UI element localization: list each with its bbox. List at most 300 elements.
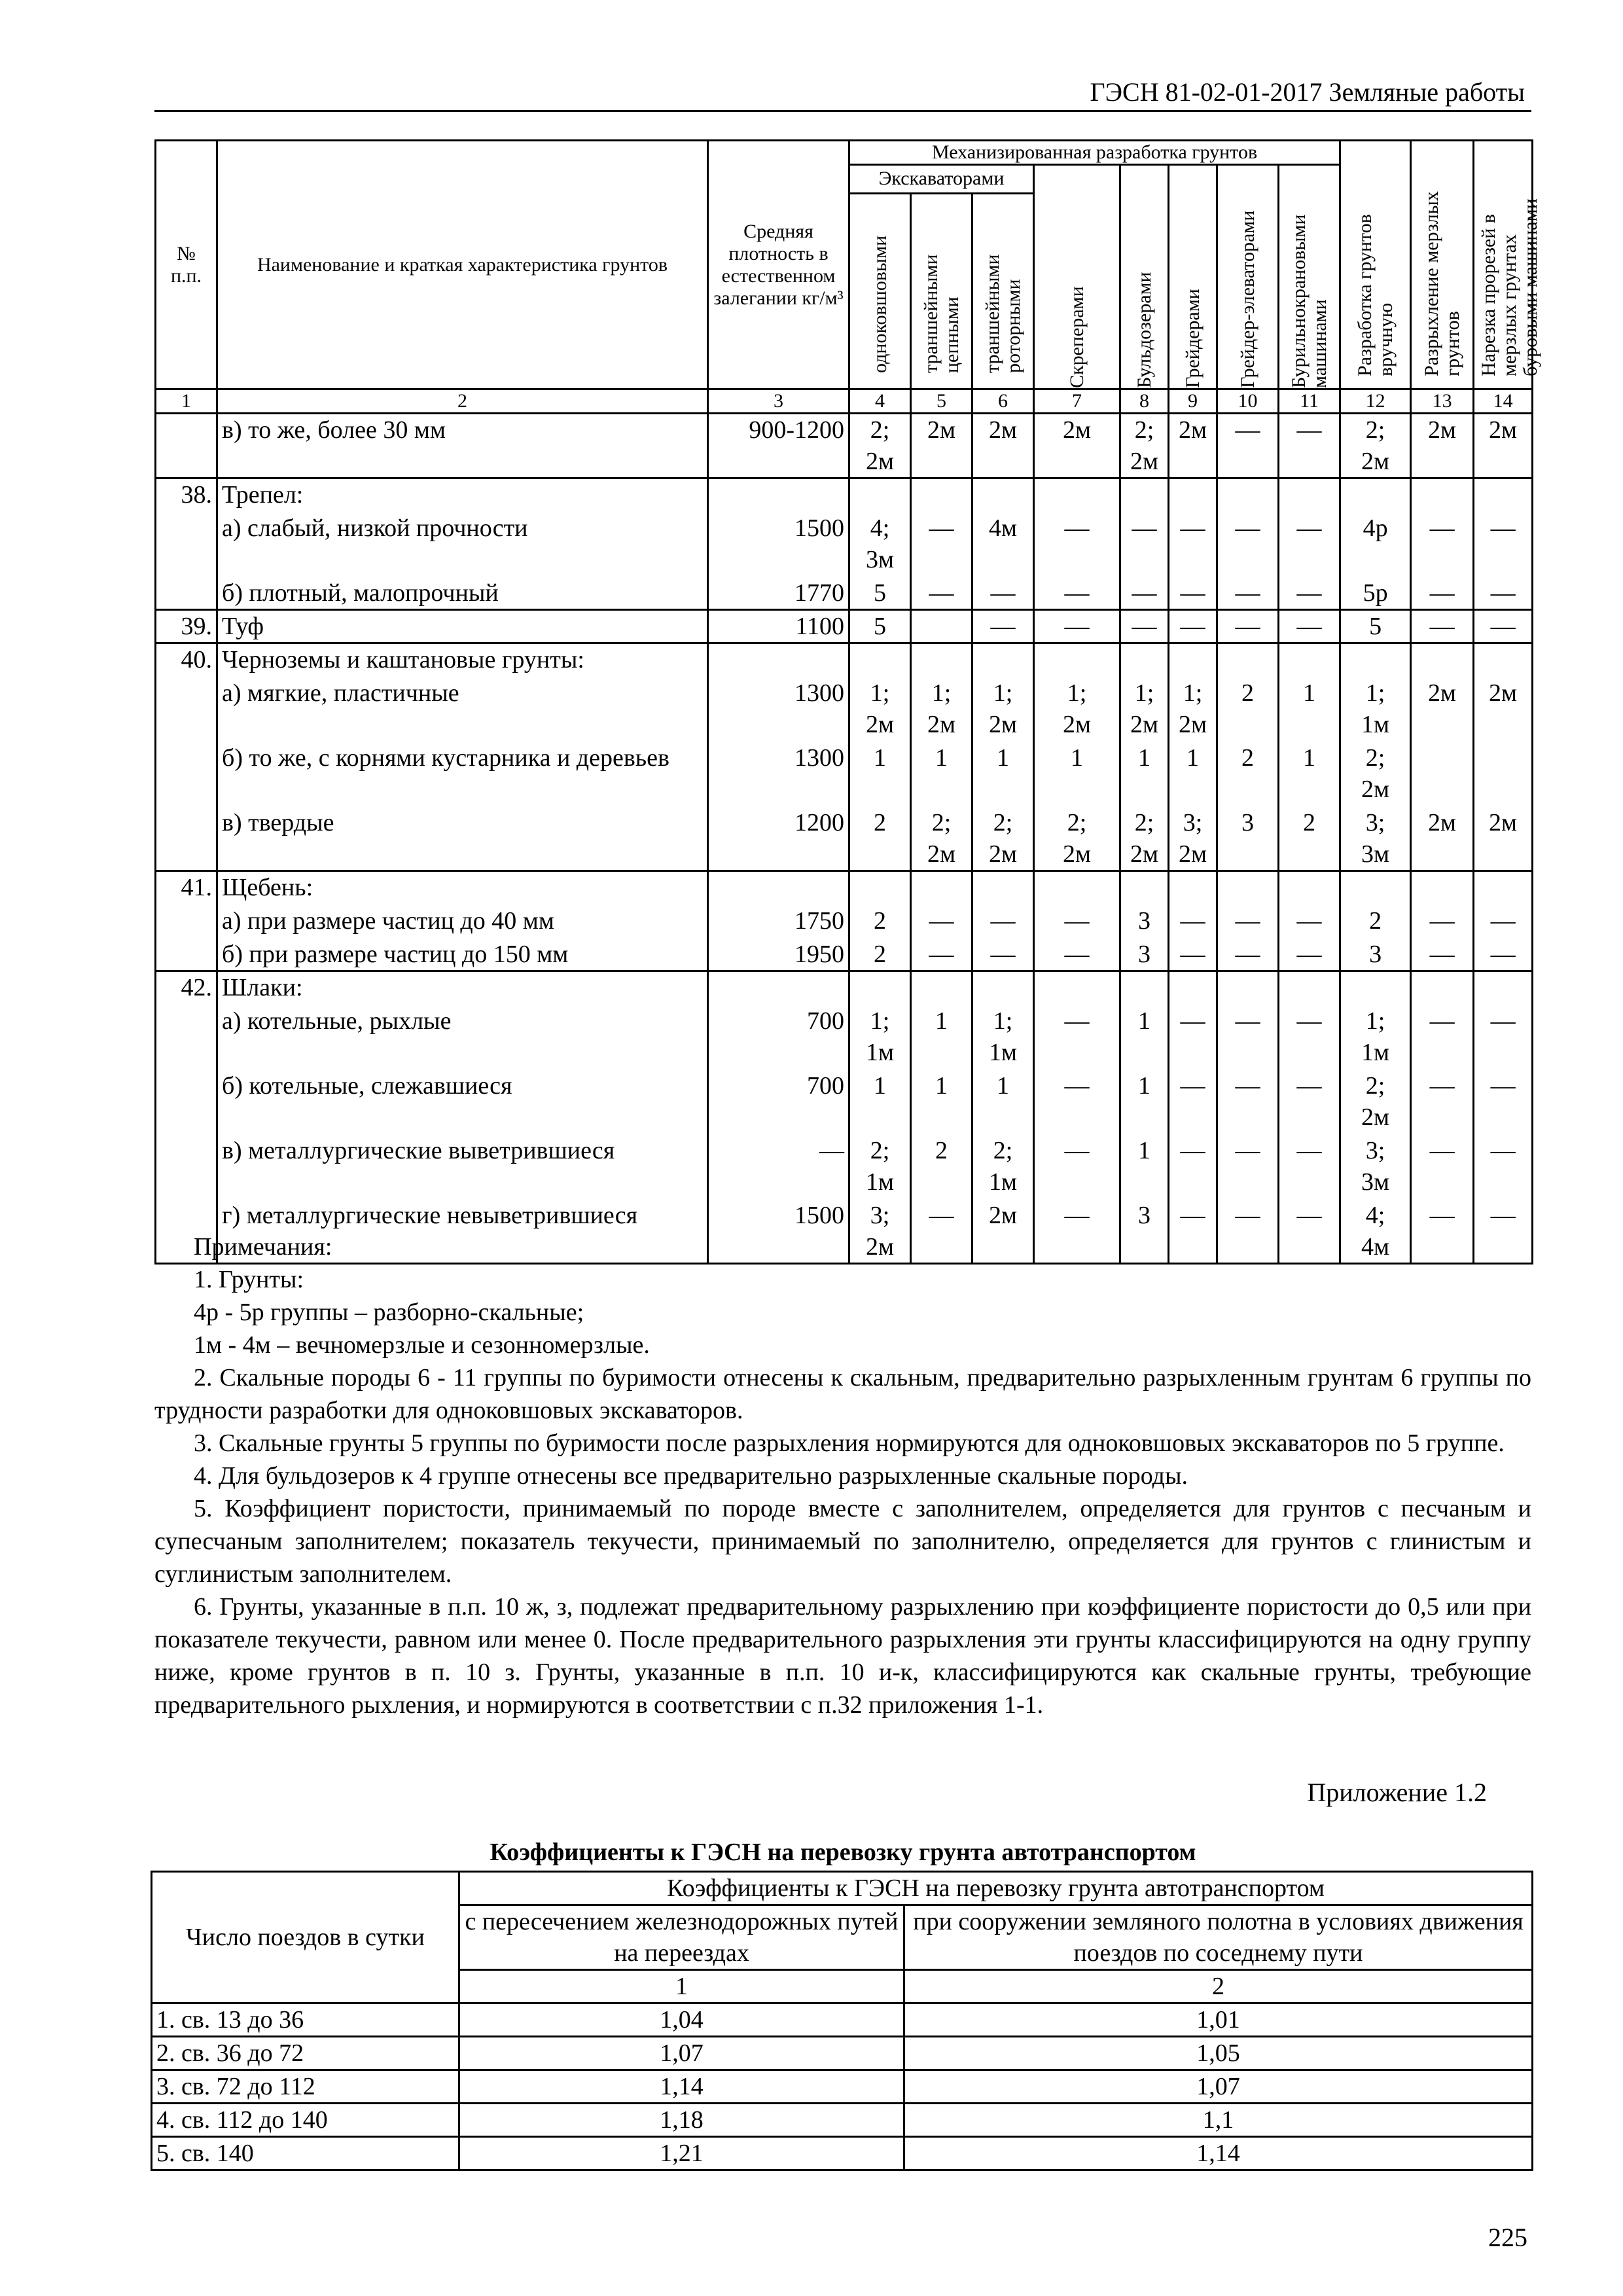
table-row <box>156 742 1533 806</box>
group-value <box>1279 871 1340 905</box>
group-value <box>911 478 972 512</box>
row-number: 39. <box>156 610 217 643</box>
group-value: 2м <box>1474 677 1533 742</box>
header-trench-rotor: траншейными роторными <box>972 193 1034 389</box>
group-value: — <box>1034 1005 1120 1069</box>
coef-row-label: 4. св. 112 до 140 <box>152 2104 459 2137</box>
soil-groups-table <box>154 139 1542 1265</box>
group-value: 5 <box>1340 610 1411 643</box>
group-value <box>1340 478 1411 512</box>
appendix-label: Приложение 1.2 <box>1307 1778 1487 1807</box>
column-number: 11 <box>1279 389 1340 414</box>
table-row <box>156 1134 1533 1199</box>
coef-header-col1: с пересечением железнодорожных путей на переездах <box>459 1905 904 1970</box>
group-value <box>1411 742 1474 806</box>
soil-name: б) при размере частиц до 150 мм <box>217 938 708 971</box>
group-value: 2; 2м <box>1034 806 1120 871</box>
group-value <box>1411 643 1474 677</box>
group-value: — <box>1217 1005 1279 1069</box>
group-value <box>1340 643 1411 677</box>
group-value: — <box>1474 1005 1533 1069</box>
group-value: 2 <box>849 806 911 871</box>
group-value: 1; 2м <box>911 677 972 742</box>
header-single-bucket: одноковшовыми <box>849 193 911 389</box>
group-value: — <box>1169 938 1217 971</box>
group-value: — <box>1169 1005 1217 1069</box>
group-value: 1 <box>972 1069 1034 1134</box>
group-value <box>1217 643 1279 677</box>
group-value: — <box>1411 905 1474 938</box>
group-value: 2м <box>972 414 1034 478</box>
group-value: 3; 3м <box>1340 1134 1411 1199</box>
group-value: — <box>1474 610 1533 643</box>
group-value: — <box>1217 938 1279 971</box>
group-value: 5 <box>849 577 911 610</box>
soil-name: а) котельные, рыхлые <box>217 1005 708 1069</box>
group-value: — <box>911 938 972 971</box>
group-value: — <box>1169 610 1217 643</box>
group-value: 2м <box>1169 414 1217 478</box>
table-row <box>156 905 1533 938</box>
group-value: — <box>1279 1005 1340 1069</box>
group-value: 4; 3м <box>849 512 911 577</box>
header-excavators: Экскаваторами <box>849 165 1034 194</box>
group-value: 1 <box>1279 677 1340 742</box>
group-value: 3; 2м <box>1169 806 1217 871</box>
coef-row-label: 2. св. 36 до 72 <box>152 2037 459 2070</box>
group-value: — <box>1217 610 1279 643</box>
soil-name: Трепел: <box>217 478 708 512</box>
group-value: — <box>1217 414 1279 478</box>
row-number <box>156 577 217 610</box>
group-value <box>1340 871 1411 905</box>
group-value: — <box>1120 610 1169 643</box>
soil-density: 1100 <box>708 610 849 643</box>
table-row <box>156 414 1533 478</box>
group-value: 5 <box>849 610 911 643</box>
group-value: 1 <box>1169 742 1217 806</box>
column-number: 14 <box>1474 389 1533 414</box>
coef-row <box>152 2037 1533 2070</box>
group-value: 2м <box>1411 806 1474 871</box>
group-value: 1 <box>1120 1069 1169 1134</box>
soil-density: 1300 <box>708 742 849 806</box>
header-manual: Разработка грунтов вручную <box>1340 141 1411 389</box>
group-value: 2м <box>1474 806 1533 871</box>
group-value: — <box>1474 1199 1533 1264</box>
group-value: — <box>1474 938 1533 971</box>
group-value: 2м <box>1474 414 1533 478</box>
group-value <box>1217 971 1279 1005</box>
soil-density <box>708 643 849 677</box>
soil-name: г) металлургические невыветрившиеся <box>217 1199 708 1264</box>
soil-name: Туф <box>217 610 708 643</box>
group-value: — <box>1279 1199 1340 1264</box>
coef-value-1: 1,21 <box>459 2137 904 2170</box>
row-number <box>156 1005 217 1069</box>
header-grader-elevators: Грейдер-элеваторами <box>1217 165 1279 389</box>
group-value <box>1474 971 1533 1005</box>
group-value <box>1034 971 1120 1005</box>
group-value: — <box>1034 512 1120 577</box>
header-graders: Грейдерами <box>1169 165 1217 389</box>
group-value <box>849 971 911 1005</box>
group-value: 2м <box>972 1199 1034 1264</box>
group-value: — <box>1411 577 1474 610</box>
coef-table-title: Коэффициенты к ГЭСН на перевозку грунта автотранспортом <box>490 1839 1196 1866</box>
group-value: 1; 1м <box>849 1005 911 1069</box>
header-trench-chain: траншейными цепными <box>911 193 972 389</box>
soil-name: в) твердые <box>217 806 708 871</box>
group-value <box>972 478 1034 512</box>
group-value <box>1340 971 1411 1005</box>
table-body <box>156 414 1533 1264</box>
group-value: — <box>1169 905 1217 938</box>
row-number: 41. <box>156 871 217 905</box>
group-value: 1; 2м <box>849 677 911 742</box>
column-numbers-row <box>156 389 1533 414</box>
group-value: — <box>1217 1134 1279 1199</box>
coef-value-1: 1,07 <box>459 2037 904 2070</box>
note-3: 3. Скальные грунты 5 группы по буримости после разрыхления нормируются для одноковшовых экскаваторов по 5 группе. <box>194 1429 1505 1457</box>
page-number: 225 <box>1488 2223 1527 2252</box>
group-value <box>1411 971 1474 1005</box>
table-row <box>156 643 1533 677</box>
group-value: 3; 2м <box>849 1199 911 1264</box>
group-value: 4р <box>1340 512 1411 577</box>
group-value <box>1034 871 1120 905</box>
coef-table-body <box>152 2003 1533 2170</box>
soil-density <box>708 478 849 512</box>
table-row <box>156 971 1533 1005</box>
group-value <box>1279 643 1340 677</box>
group-value: 1 <box>1120 1134 1169 1199</box>
coef-value-1: 1,18 <box>459 2104 904 2137</box>
group-value: 2 <box>849 905 911 938</box>
group-value: 2; 2м <box>972 806 1034 871</box>
group-value: — <box>1217 905 1279 938</box>
group-value: — <box>911 512 972 577</box>
group-value <box>1034 643 1120 677</box>
group-value: — <box>1474 512 1533 577</box>
group-value: — <box>1279 1134 1340 1199</box>
soil-name: Черноземы и каштановые грунты: <box>217 643 708 677</box>
group-value <box>1169 643 1217 677</box>
group-value: 2; 1м <box>849 1134 911 1199</box>
table-row <box>156 512 1533 577</box>
group-value: — <box>1279 610 1340 643</box>
coef-value-2: 1,01 <box>904 2003 1533 2037</box>
row-number <box>156 1134 217 1199</box>
soil-name: в) металлургические выветрившиеся <box>217 1134 708 1199</box>
group-value: — <box>1120 577 1169 610</box>
group-value: — <box>972 610 1034 643</box>
row-number <box>156 677 217 742</box>
group-value: — <box>1411 1134 1474 1199</box>
group-value <box>1474 742 1533 806</box>
group-value: 2 <box>1217 742 1279 806</box>
group-value: — <box>1411 938 1474 971</box>
soil-name: в) то же, более 30 мм <box>217 414 708 478</box>
group-value: 1 <box>972 742 1034 806</box>
coef-row-label: 3. св. 72 до 112 <box>152 2070 459 2104</box>
group-value: — <box>1169 1199 1217 1264</box>
table-row <box>156 610 1533 643</box>
group-value: — <box>1279 414 1340 478</box>
group-value: 2 <box>1217 677 1279 742</box>
group-value: 2; 2м <box>911 806 972 871</box>
table-row <box>156 871 1533 905</box>
group-value: 4; 4м <box>1340 1199 1411 1264</box>
group-value: 3 <box>1217 806 1279 871</box>
header-loosen: Разрыхление мерзлых грунтов <box>1411 141 1474 389</box>
group-value <box>1279 971 1340 1005</box>
note-5: 5. Коэффициент пористости, принимаемый по породе вместе с заполнителем, определяется для грунтов с песчаным и супесчаным заполнителем; показатель текучести, принимаемый по заполнителю, определяется для грунтов с глинистым и суглинистым заполнителем. <box>154 1495 1531 1588</box>
column-number: 1 <box>156 389 217 414</box>
group-value: — <box>972 905 1034 938</box>
group-value: 1; 2м <box>1034 677 1120 742</box>
group-value: 2; 2м <box>1120 414 1169 478</box>
coef-value-2: 1,05 <box>904 2037 1533 2070</box>
group-value: — <box>1474 905 1533 938</box>
group-value: — <box>1034 1199 1120 1264</box>
group-value: — <box>1169 512 1217 577</box>
soil-density: 700 <box>708 1069 849 1134</box>
table-row <box>156 478 1533 512</box>
group-value: 1; 2м <box>1169 677 1217 742</box>
column-number: 6 <box>972 389 1034 414</box>
header-scrapers: Скреперами <box>1034 165 1120 389</box>
group-value: — <box>1411 610 1474 643</box>
table-row <box>156 938 1533 971</box>
group-value: 2; 2м <box>1340 414 1411 478</box>
group-value: 1; 1м <box>1340 677 1411 742</box>
coef-header-col2: при сооружении земляного полотна в условиях движения поездов по соседнему пути <box>904 1905 1533 1970</box>
group-value <box>1474 643 1533 677</box>
soil-density: 1200 <box>708 806 849 871</box>
row-number <box>156 1069 217 1134</box>
group-value <box>1411 871 1474 905</box>
note-2: 2. Скальные породы 6 - 11 группы по буримости отнесены к скальным, предварительно разрыхленным грунтам 6 группы по трудности разработки для одноковшовых экскаваторов. <box>154 1364 1531 1424</box>
group-value <box>1120 971 1169 1005</box>
header-density: Средняя плотность в естественном залегании кг/м³ <box>708 141 849 389</box>
group-value: — <box>1411 1199 1474 1264</box>
group-value <box>1169 871 1217 905</box>
soil-density <box>708 971 849 1005</box>
group-value: 1 <box>1120 742 1169 806</box>
header-name: Наименование и краткая характеристика грунтов <box>217 141 708 389</box>
group-value <box>1474 871 1533 905</box>
group-value <box>972 643 1034 677</box>
header-cut: Нарезка прорезей в мерзлых грунтах буровыми машинами <box>1474 141 1533 389</box>
group-value: 1 <box>911 742 972 806</box>
table-row <box>156 677 1533 742</box>
group-value <box>1217 871 1279 905</box>
soil-name: б) котельные, слежавшиеся <box>217 1069 708 1134</box>
coef-value-1: 1,04 <box>459 2003 904 2037</box>
group-value: 2 <box>911 1134 972 1199</box>
group-value <box>911 643 972 677</box>
group-value <box>1120 871 1169 905</box>
group-value: — <box>1217 512 1279 577</box>
soil-density: 1500 <box>708 512 849 577</box>
coef-value-1: 1,14 <box>459 2070 904 2104</box>
note-1: 1. Грунты: <box>194 1266 304 1293</box>
group-value: 2; 2м <box>1120 806 1169 871</box>
group-value: 2 <box>1279 806 1340 871</box>
table-row <box>156 1005 1533 1069</box>
group-value: — <box>1279 1069 1340 1134</box>
group-value: — <box>972 577 1034 610</box>
soil-density: 1770 <box>708 577 849 610</box>
row-number: 42. <box>156 971 217 1005</box>
group-value: 3 <box>1120 905 1169 938</box>
group-value: — <box>1411 1069 1474 1134</box>
group-value <box>972 871 1034 905</box>
group-value: — <box>911 577 972 610</box>
header-num: № п.п. <box>156 141 217 389</box>
soil-density: 1500 <box>708 1199 849 1264</box>
group-value: — <box>1474 577 1533 610</box>
group-value: 2; 2м <box>849 414 911 478</box>
group-value: — <box>1279 938 1340 971</box>
coef-header-num1: 1 <box>459 1970 904 2003</box>
group-value: — <box>911 1199 972 1264</box>
table-row <box>156 1069 1533 1134</box>
group-value <box>1169 971 1217 1005</box>
group-value <box>911 610 972 643</box>
group-value: 1; 1м <box>972 1005 1034 1069</box>
group-value <box>1169 478 1217 512</box>
note-4: 4. Для бульдозеров к 4 группе отнесены все предварительно разрыхленные скальные породы. <box>194 1462 1188 1490</box>
soil-density: — <box>708 1134 849 1199</box>
soil-name: б) то же, с корнями кустарника и деревьев <box>217 742 708 806</box>
group-value <box>1474 478 1533 512</box>
coef-value-2: 1,07 <box>904 2070 1533 2104</box>
group-value: 1 <box>1120 1005 1169 1069</box>
group-value: 1; 2м <box>972 677 1034 742</box>
column-number: 10 <box>1217 389 1279 414</box>
group-value: 1 <box>1279 742 1340 806</box>
soil-density <box>708 871 849 905</box>
group-value <box>1217 478 1279 512</box>
group-value: — <box>1120 512 1169 577</box>
coef-value-2: 1,14 <box>904 2137 1533 2170</box>
coef-table <box>151 1871 1533 2171</box>
group-value: — <box>1217 1199 1279 1264</box>
group-value: 2; 2м <box>1340 1069 1411 1134</box>
group-value: — <box>972 938 1034 971</box>
group-value: 2 <box>1340 905 1411 938</box>
soil-density: 700 <box>708 1005 849 1069</box>
coef-row-label: 5. св. 140 <box>152 2137 459 2170</box>
soil-name: а) мягкие, пластичные <box>217 677 708 742</box>
row-number: 40. <box>156 643 217 677</box>
group-value: — <box>1411 512 1474 577</box>
soil-name: б) плотный, малопрочный <box>217 577 708 610</box>
coef-header-group: Коэффициенты к ГЭСН на перевозку грунта автотранспортом <box>459 1872 1533 1905</box>
note-1b: 1м - 4м – вечномерзлые и сезонномерзлые. <box>194 1331 650 1359</box>
group-value: 1 <box>1034 742 1120 806</box>
column-number: 8 <box>1120 389 1169 414</box>
note-1a: 4р - 5р группы – разборно-скальные; <box>194 1299 584 1326</box>
running-header <box>154 73 1531 112</box>
group-value: 2; 1м <box>972 1134 1034 1199</box>
group-value <box>849 478 911 512</box>
group-value: — <box>1169 1134 1217 1199</box>
column-number: 13 <box>1411 389 1474 414</box>
group-value: — <box>1169 577 1217 610</box>
row-number: 38. <box>156 478 217 512</box>
group-value: — <box>1034 1069 1120 1134</box>
group-value: — <box>1034 1134 1120 1199</box>
group-value: 2м <box>1034 414 1120 478</box>
group-value: 1; 1м <box>1340 1005 1411 1069</box>
row-number <box>156 414 217 478</box>
column-number: 7 <box>1034 389 1120 414</box>
group-value: 2 <box>849 938 911 971</box>
column-number: 2 <box>217 389 708 414</box>
group-value: — <box>1411 1005 1474 1069</box>
header-mechanized: Механизированная разработка грунтов <box>849 141 1340 165</box>
group-value <box>1120 643 1169 677</box>
group-value: — <box>911 905 972 938</box>
soil-name: а) слабый, низкой прочности <box>217 512 708 577</box>
group-value: — <box>1279 512 1340 577</box>
group-value <box>1120 478 1169 512</box>
group-value: — <box>1217 1069 1279 1134</box>
group-value <box>849 871 911 905</box>
group-value: — <box>1279 905 1340 938</box>
table-row <box>156 577 1533 610</box>
soil-density: 900-1200 <box>708 414 849 478</box>
row-number <box>156 742 217 806</box>
group-value: — <box>1169 1069 1217 1134</box>
group-value <box>911 871 972 905</box>
column-number: 5 <box>911 389 972 414</box>
group-value: — <box>1034 577 1120 610</box>
group-value: — <box>1474 1069 1533 1134</box>
row-number <box>156 905 217 938</box>
header-bulldozers: Бульдозерами <box>1120 165 1169 389</box>
column-number: 9 <box>1169 389 1217 414</box>
group-value <box>849 643 911 677</box>
coef-header-num2: 2 <box>904 1970 1533 2003</box>
group-value: 3 <box>1120 938 1169 971</box>
coef-row <box>152 2070 1533 2104</box>
group-value: 1 <box>911 1069 972 1134</box>
group-value: 2м <box>1411 414 1474 478</box>
column-number: 4 <box>849 389 911 414</box>
soil-name: а) при размере частиц до 40 мм <box>217 905 708 938</box>
group-value: 5р <box>1340 577 1411 610</box>
group-value: — <box>1217 577 1279 610</box>
soil-density: 1750 <box>708 905 849 938</box>
group-value: — <box>1474 1134 1533 1199</box>
group-value <box>972 971 1034 1005</box>
coef-header-trains: Число поездов в сутки <box>152 1872 459 2003</box>
column-number: 12 <box>1340 389 1411 414</box>
notes <box>154 1230 1531 1721</box>
group-value <box>1034 478 1120 512</box>
group-value: 1 <box>849 742 911 806</box>
group-value: 2м <box>911 414 972 478</box>
group-value: — <box>1034 938 1120 971</box>
group-value <box>1279 478 1340 512</box>
group-value: 2м <box>1411 677 1474 742</box>
soil-density: 1950 <box>708 938 849 971</box>
running-title: ГЭСН 81-02-01-2017 Земляные работы <box>1090 77 1525 107</box>
